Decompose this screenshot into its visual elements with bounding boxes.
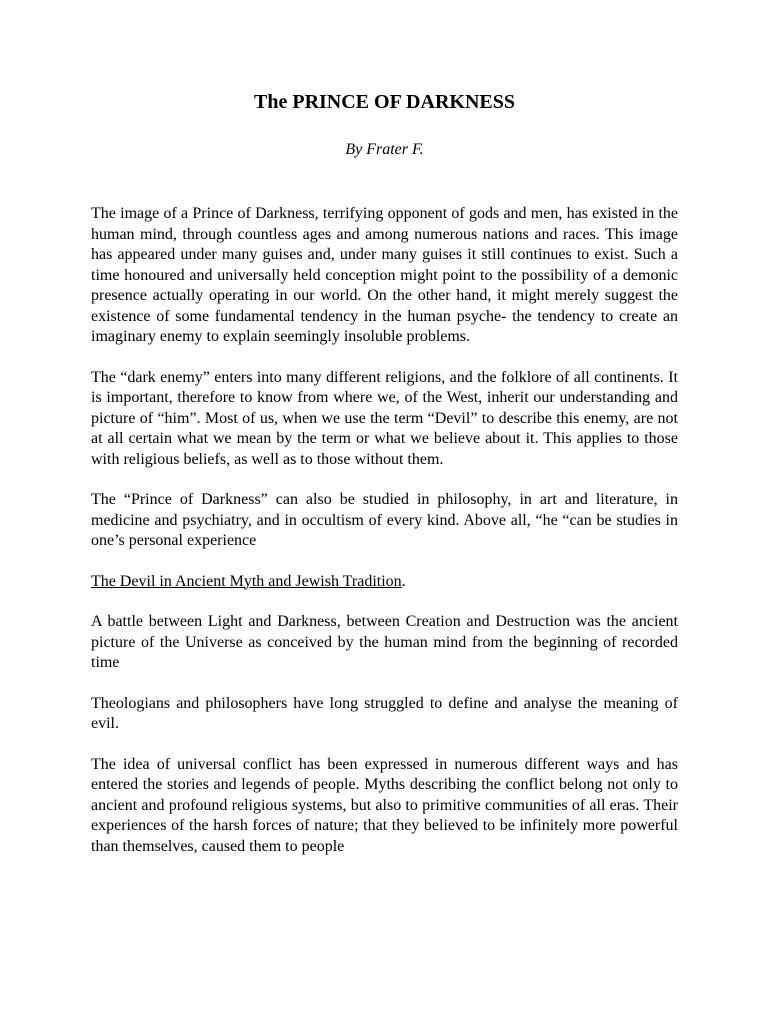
section-heading-text: The Devil in Ancient Myth and Jewish Tradition xyxy=(91,572,402,590)
section-paragraph-2: Theologians and philosophers have long struggled to define and analyse the meaning of evil. xyxy=(91,694,678,732)
document-title: The PRINCE OF DARKNESS xyxy=(254,91,515,113)
section-paragraph-1: A battle between Light and Darkness, between Creation and Destruction was the ancient picture of the Universe as conceived by the human mind from the beginning of recorded time xyxy=(91,613,678,671)
document-page xyxy=(91,88,678,857)
section-paragraph-3: The idea of universal conflict has been expressed in numerous different ways and has entered the stories and legends of people. Myths describing the conflict belong not only to ancient and profound religious systems, but also to primitive communities of all eras. Their experiences of the harsh forces of nature; that they believed to be infinitely more powerful than themselves, caused them to people xyxy=(91,755,678,855)
paragraph-3: The “Prince of Darkness” can also be studied in philosophy, in art and literature, in medicine and psychiatry, and in occultism of every kind. Above all, “he “can be studies in one’s personal experience xyxy=(91,491,678,549)
paragraph-1: The image of a Prince of Darkness, terrifying opponent of gods and men, has existed in the human mind, through countless ages and among numerous nations and races. This image has appeared under many guises and, under many guises it still continues to exist. Such a time honoured and universally held conception might point to the possibility of a demonic presence actually operating in our world. On the other hand, it might merely suggest the existence of some fundamental tendency in the human psyche- the tendency to create an imaginary enemy to explain seemingly insoluble problems. xyxy=(91,205,678,345)
section-heading-period: . xyxy=(401,572,406,590)
paragraph-2: The “dark enemy” enters into many different religions, and the folklore of all continents. It is important, therefore to know from where we, of the West, inherit our understanding and picture of “him”. Most of us, when we use the term “Devil” to describe this enemy, are not at all certain what we mean by the term or what we believe about it. This applies to those with religious beliefs, as well as to those without them. xyxy=(91,368,678,468)
section-heading xyxy=(91,572,678,593)
document-byline: By Frater F. xyxy=(345,141,424,158)
